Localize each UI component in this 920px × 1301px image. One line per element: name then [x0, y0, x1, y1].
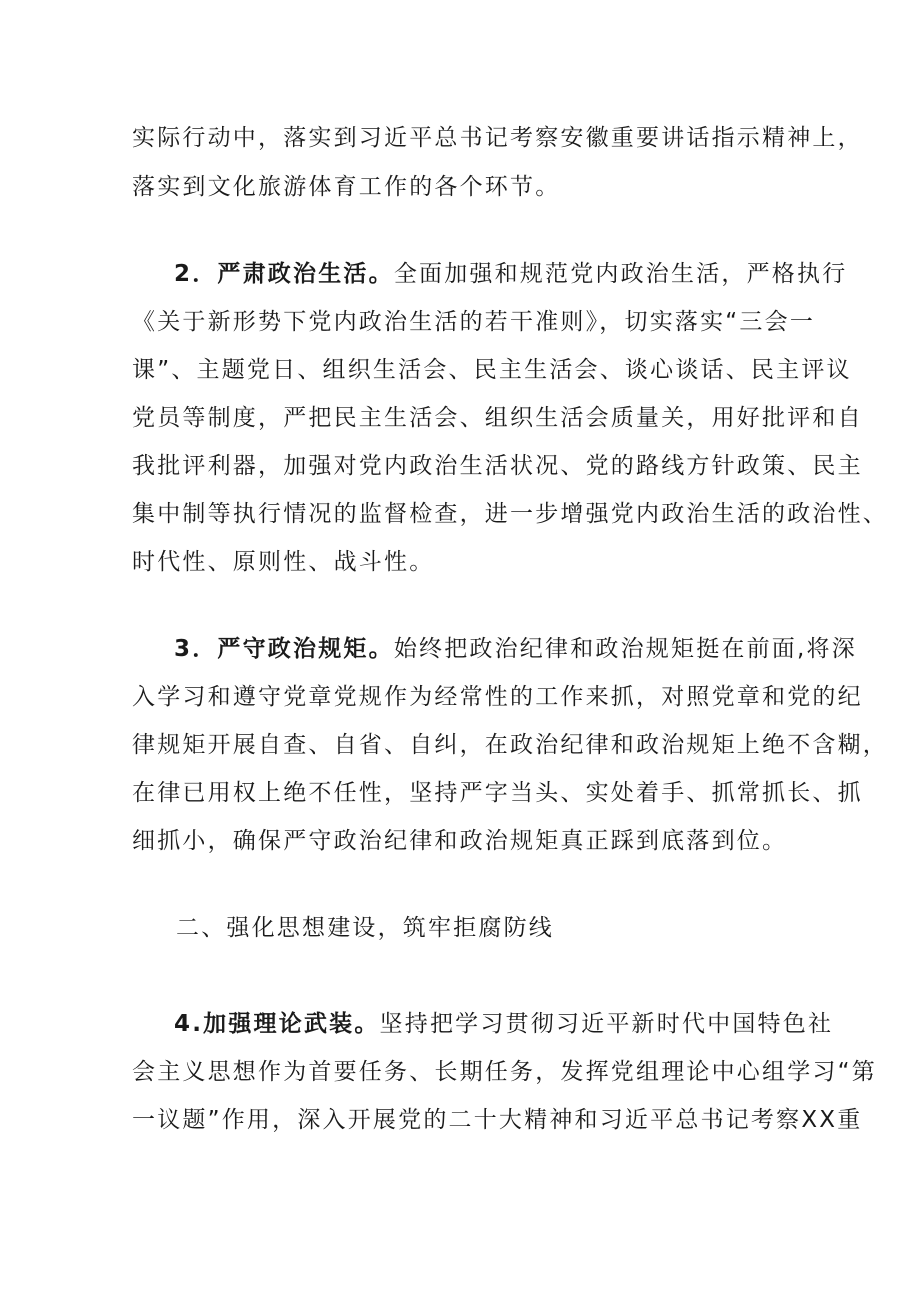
- item-3-line-4: 在律已用权上绝不任性，坚持严字当头、实处着手、抓常抓长、抓: [132, 780, 863, 806]
- item-3-line-2: 入学习和遵守党章党规作为经常性的工作来抓，对照党章和党的纪: [132, 684, 863, 710]
- item-2-line-1: 全面加强和规范党内政治生活，严格执行: [393, 261, 848, 287]
- item-3-line-1: 始终把政治纪律和政治规矩挺在前面,将深: [393, 636, 857, 662]
- item-4-line-2: 会主义思想作为首要任务、长期任务，发挥党组理论中心组学习“第: [132, 1059, 877, 1085]
- item-2-line-5: 我批评利器，加强对党内政治生活状况、党的路线方针政策、民主: [132, 453, 863, 479]
- intro-line-2: 落实到文化旅游体育工作的各个环节。: [132, 174, 561, 200]
- item-4-line-3: 一议题”作用，深入开展党的二十大精神和习近平总书记考察XX重: [132, 1107, 863, 1133]
- item-4-first-line: [174, 1009, 833, 1039]
- item-2-line-7: 时代性、原则性、战斗性。: [132, 549, 435, 575]
- section-heading: 二、强化思想建设，筑牢拒腐防线: [176, 915, 554, 941]
- item-4-title: 4.加强理论武装。: [174, 1011, 380, 1037]
- item-4-line-1: 坚持把学习贯彻习近平新时代中国特色社: [379, 1011, 834, 1037]
- item-3-first-line: [174, 634, 857, 664]
- item-2-line-2: 《关于新形势下党内政治生活的若干准则》，切实落实“三会一: [132, 309, 816, 335]
- item-2-title: 2．严肃政治生活。: [174, 261, 394, 287]
- intro-line-1: 实际行动中，落实到习近平总书记考察安徽重要讲话指示精神上，: [132, 125, 863, 151]
- item-2-line-6: 集中制等执行情况的监督检查，进一步增强党内政治生活的政治性、: [132, 501, 888, 527]
- item-2-line-4: 党员等制度，严把民主生活会、组织生活会质量关，用好批评和自: [132, 405, 863, 431]
- item-3-line-5: 细抓小，确保严守政治纪律和政治规矩真正踩到底落到位。: [132, 828, 788, 854]
- item-3-line-3: 律规矩开展自查、自省、自纠，在政治纪律和政治规矩上绝不含糊，: [132, 732, 888, 758]
- item-2-first-line: [174, 259, 847, 289]
- item-3-title: 3．严守政治规矩。: [174, 636, 394, 662]
- item-2-line-3: 课”、主题党日、组织生活会、民主生活会、谈心谈话、民主评议: [132, 357, 852, 383]
